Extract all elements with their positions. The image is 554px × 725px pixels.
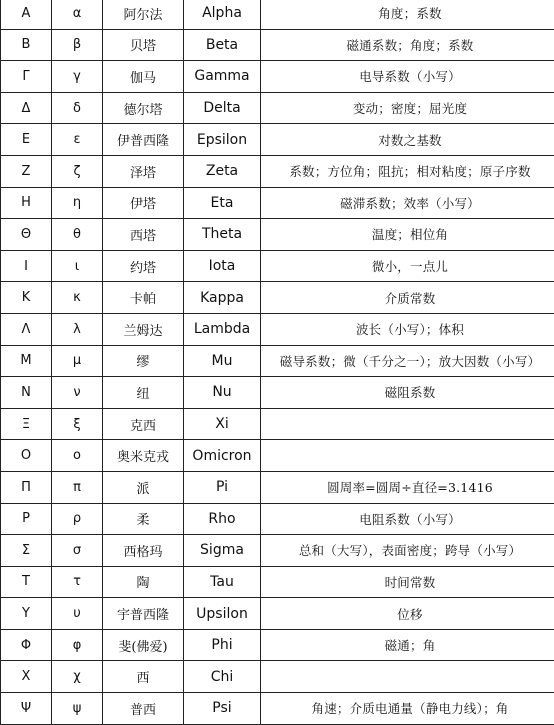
english-name-cell: Alpha [184, 0, 261, 29]
usage-cell: 角度；系数 [261, 0, 554, 29]
table-row [1, 408, 554, 440]
uppercase-letter-cell: Μ [1, 345, 52, 377]
lowercase-letter-cell: χ [52, 661, 103, 693]
table-row [1, 124, 554, 156]
table-row [1, 566, 554, 598]
usage-cell: 波长（小写）；体积 [261, 313, 554, 345]
english-name-cell: Beta [184, 29, 261, 61]
english-name-cell: Epsilon [184, 124, 261, 156]
english-name-cell: Omicron [184, 440, 261, 472]
lowercase-letter-cell: ν [52, 377, 103, 409]
pronunciation-cell: 伽马 [103, 61, 184, 93]
lowercase-letter-cell: ρ [52, 503, 103, 535]
english-name-cell: Gamma [184, 61, 261, 93]
table-row [1, 187, 554, 219]
lowercase-letter-cell: π [52, 471, 103, 503]
uppercase-letter-cell: Α [1, 0, 52, 29]
english-name-cell: Psi [184, 693, 261, 725]
uppercase-letter-cell: Ε [1, 124, 52, 156]
uppercase-letter-cell: Δ [1, 92, 52, 124]
uppercase-letter-cell: Κ [1, 282, 52, 314]
uppercase-letter-cell: Ψ [1, 693, 52, 725]
lowercase-letter-cell: μ [52, 345, 103, 377]
uppercase-letter-cell: Σ [1, 535, 52, 567]
usage-cell: 时间常数 [261, 566, 554, 598]
usage-cell: 电阻系数（小写） [261, 503, 554, 535]
lowercase-letter-cell: ι [52, 250, 103, 282]
table-row [1, 693, 554, 725]
uppercase-letter-cell: Η [1, 187, 52, 219]
uppercase-letter-cell: Ρ [1, 503, 52, 535]
english-name-cell: Xi [184, 408, 261, 440]
table-row [1, 471, 554, 503]
pronunciation-cell: 陶 [103, 566, 184, 598]
usage-cell: 磁导系数；微（千分之一）；放大因数（小写） [261, 345, 554, 377]
usage-cell [261, 408, 554, 440]
table-row [1, 61, 554, 93]
pronunciation-cell: 兰姆达 [103, 313, 184, 345]
english-name-cell: Delta [184, 92, 261, 124]
pronunciation-cell: 伊普西隆 [103, 124, 184, 156]
pronunciation-cell: 宇普西隆 [103, 598, 184, 630]
pronunciation-cell: 柔 [103, 503, 184, 535]
pronunciation-cell: 西 [103, 661, 184, 693]
english-name-cell: Theta [184, 219, 261, 251]
lowercase-letter-cell: φ [52, 629, 103, 661]
pronunciation-cell: 德尔塔 [103, 92, 184, 124]
english-name-cell: Chi [184, 661, 261, 693]
table-row [1, 282, 554, 314]
english-name-cell: Nu [184, 377, 261, 409]
usage-cell: 电导系数（小写） [261, 61, 554, 93]
table-row [1, 661, 554, 693]
table-row [1, 155, 554, 187]
lowercase-letter-cell: κ [52, 282, 103, 314]
usage-cell: 对数之基数 [261, 124, 554, 156]
usage-cell: 介质常数 [261, 282, 554, 314]
english-name-cell: Pi [184, 471, 261, 503]
uppercase-letter-cell: Θ [1, 219, 52, 251]
english-name-cell: Zeta [184, 155, 261, 187]
usage-cell: 总和（大写），表面密度；跨导（小写） [261, 535, 554, 567]
table-row [1, 92, 554, 124]
uppercase-letter-cell: Ζ [1, 155, 52, 187]
table-row [1, 440, 554, 472]
uppercase-letter-cell: Β [1, 29, 52, 61]
lowercase-letter-cell: ο [52, 440, 103, 472]
usage-cell: 磁通系数；角度；系数 [261, 29, 554, 61]
greek-table-body [1, 0, 554, 724]
lowercase-letter-cell: υ [52, 598, 103, 630]
usage-cell: 磁阻系数 [261, 377, 554, 409]
lowercase-letter-cell: ε [52, 124, 103, 156]
pronunciation-cell: 西塔 [103, 219, 184, 251]
uppercase-letter-cell: Χ [1, 661, 52, 693]
uppercase-letter-cell: Τ [1, 566, 52, 598]
pronunciation-cell: 阿尔法 [103, 0, 184, 29]
usage-cell: 位移 [261, 598, 554, 630]
pronunciation-cell: 卡帕 [103, 282, 184, 314]
lowercase-letter-cell: θ [52, 219, 103, 251]
lowercase-letter-cell: τ [52, 566, 103, 598]
table-row [1, 535, 554, 567]
lowercase-letter-cell: η [52, 187, 103, 219]
english-name-cell: Sigma [184, 535, 261, 567]
uppercase-letter-cell: Ι [1, 250, 52, 282]
pronunciation-cell: 奥米克戎 [103, 440, 184, 472]
table-row [1, 250, 554, 282]
lowercase-letter-cell: β [52, 29, 103, 61]
uppercase-letter-cell: Π [1, 471, 52, 503]
usage-cell: 磁通；角 [261, 629, 554, 661]
english-name-cell: Upsilon [184, 598, 261, 630]
table-row [1, 598, 554, 630]
usage-cell: 变动；密度；屈光度 [261, 92, 554, 124]
lowercase-letter-cell: σ [52, 535, 103, 567]
english-name-cell: Mu [184, 345, 261, 377]
usage-cell [261, 661, 554, 693]
table-row [1, 29, 554, 61]
usage-cell: 温度；相位角 [261, 219, 554, 251]
pronunciation-cell: 克西 [103, 408, 184, 440]
pronunciation-cell: 斐(佛爱) [103, 629, 184, 661]
table-row [1, 629, 554, 661]
english-name-cell: Lambda [184, 313, 261, 345]
english-name-cell: Phi [184, 629, 261, 661]
english-name-cell: Eta [184, 187, 261, 219]
usage-cell: 角速；介质电通量（静电力线）；角 [261, 693, 554, 725]
lowercase-letter-cell: λ [52, 313, 103, 345]
pronunciation-cell: 西格玛 [103, 535, 184, 567]
uppercase-letter-cell: Γ [1, 61, 52, 93]
uppercase-letter-cell: Υ [1, 598, 52, 630]
uppercase-letter-cell: Ο [1, 440, 52, 472]
lowercase-letter-cell: α [52, 0, 103, 29]
usage-cell: 系数；方位角；阻抗；相对粘度；原子序数 [261, 155, 554, 187]
english-name-cell: Tau [184, 566, 261, 598]
pronunciation-cell: 普西 [103, 693, 184, 725]
uppercase-letter-cell: Ν [1, 377, 52, 409]
pronunciation-cell: 泽塔 [103, 155, 184, 187]
english-name-cell: Kappa [184, 282, 261, 314]
pronunciation-cell: 缪 [103, 345, 184, 377]
usage-cell [261, 440, 554, 472]
lowercase-letter-cell: ξ [52, 408, 103, 440]
table-row [1, 503, 554, 535]
english-name-cell: Rho [184, 503, 261, 535]
table-row [1, 345, 554, 377]
uppercase-letter-cell: Ξ [1, 408, 52, 440]
lowercase-letter-cell: γ [52, 61, 103, 93]
pronunciation-cell: 派 [103, 471, 184, 503]
pronunciation-cell: 纽 [103, 377, 184, 409]
uppercase-letter-cell: Λ [1, 313, 52, 345]
usage-cell: 圆周率=圆周÷直径=3.1416 [261, 471, 554, 503]
table-row [1, 313, 554, 345]
english-name-cell: Iota [184, 250, 261, 282]
pronunciation-cell: 贝塔 [103, 29, 184, 61]
lowercase-letter-cell: ζ [52, 155, 103, 187]
table-row [1, 0, 554, 29]
pronunciation-cell: 伊塔 [103, 187, 184, 219]
uppercase-letter-cell: Φ [1, 629, 52, 661]
table-row [1, 377, 554, 409]
table-row [1, 219, 554, 251]
usage-cell: 磁滞系数；效率（小写） [261, 187, 554, 219]
lowercase-letter-cell: ψ [52, 693, 103, 725]
lowercase-letter-cell: δ [52, 92, 103, 124]
usage-cell: 微小，一点儿 [261, 250, 554, 282]
pronunciation-cell: 约塔 [103, 250, 184, 282]
